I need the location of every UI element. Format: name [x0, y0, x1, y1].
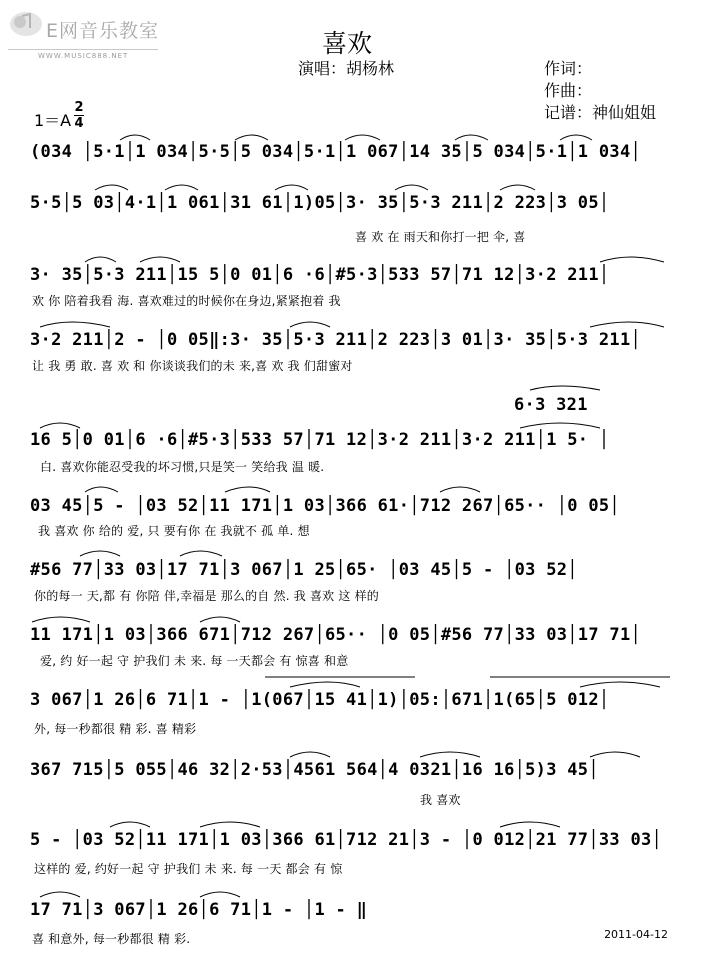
- lyric-row-4: 让 我 勇 敢. 喜 欢 和 你谈谈我们的未 来,喜 欢 我 们甜蜜对: [32, 359, 353, 373]
- singer-credit: 演唱：胡杨林: [298, 59, 395, 78]
- site-url: WWW.MUSIC888.NET: [38, 52, 129, 60]
- lyric-row-9: 外, 每一秒都很 精 彩. 喜 精彩: [34, 722, 197, 736]
- lyric-row-5: 白. 喜欢你能忍受我的坏习惯,只是笑一 笑给我 温 暖.: [40, 460, 325, 474]
- key-signature: 1＝A: [34, 111, 72, 130]
- time-signature-bottom: 4: [74, 116, 84, 131]
- score-row-10: 367 715│5 055│46 32│2·53│4561 564│4 0321│16 16│5)3 45│: [30, 760, 599, 780]
- song-title: 喜欢: [322, 29, 373, 58]
- transcriber-credit: 记谱：神仙姐姐: [544, 103, 657, 122]
- score-row-12: 17 71│3 067│1 26│6 71│1 - │1 - ‖: [30, 900, 368, 920]
- score-row-9: 3 067│1 26│6 71│1 - │1(067│15 41│1)│05:│671│1(65│5 012│: [30, 690, 610, 710]
- score-row-11: 5 - │03 52│11 171│1 03│366 61│712 21│3 - │0 012│21 77│33 03│: [30, 830, 663, 850]
- lyric-row-12: 喜 和意外, 每一秒都很 精 彩.: [32, 932, 191, 946]
- score-row-8: 11 171│1 03│366 671│712 267│65·· │0 05│#56 77│33 03│17 71│: [30, 625, 642, 645]
- site-name: E网音乐教室: [46, 20, 160, 42]
- score-row-6: 03 45│5 - │03 52│11 171│1 03│366 61·│712 267│65·· │0 05│: [30, 496, 620, 516]
- lyricist-credit: 作词：: [544, 59, 593, 78]
- lyric-row-11: 这样的 爱, 约好一起 守 护我们 未 来. 每 一天 都会 有 惊: [34, 862, 343, 876]
- score-row-4: 3·2 211│2 - │0 05‖:3· 35│5·3 211│2 223│3 01│3· 35│5·3 211│: [30, 330, 642, 350]
- transcription-date: 2011-04-12: [604, 928, 668, 941]
- score-row-2: 5·5│5 03│4·1│1 061│31 61│1)05│3· 35│5·3 211│2 223│3 05│: [30, 193, 610, 213]
- score-row-5: 16 5│0 01│6 ·6│#5·3│533 57│71 12│3·2 211│3·2 211│1 5· │: [30, 430, 610, 450]
- lyric-row-2: 喜 欢 在 雨天和你打一把 伞, 喜: [355, 230, 526, 244]
- composer-credit: 作曲：: [544, 81, 593, 100]
- lyric-row-7: 你的每一 天,都 有 你陪 伴,幸福是 那么的自 然. 我 喜欢 这 样的: [34, 589, 379, 603]
- lyric-row-8: 爱, 约 好一起 守 护我们 未 来. 每 一天都会 有 惊喜 和意: [40, 654, 349, 668]
- lyric-row-6: 我 喜欢 你 给的 爱, 只 要有你 在 我就不 孤 单. 想: [38, 524, 310, 538]
- score-extra-line: 6·3 321: [514, 395, 588, 415]
- score-row-3: 3· 35│5·3 211│15 5│0 01│6 ·6│#5·3│533 57│71 12│3·2 211│: [30, 265, 610, 285]
- score-row-1: (034 │5·1│1 034│5·5│5 034│5·1│1 067│14 35│5 034│5·1│1 034│: [30, 142, 642, 162]
- lyric-row-3: 欢 你 陪着我看 海. 喜欢难过的时候你在身边,紧紧抱着 我: [32, 294, 341, 308]
- time-signature-top: 2: [74, 100, 84, 115]
- lyric-row-10: 我 喜欢: [420, 793, 461, 807]
- score-row-7: #56 77│33 03│17 71│3 067│1 25│65· │03 45│5 - │03 52│: [30, 560, 578, 580]
